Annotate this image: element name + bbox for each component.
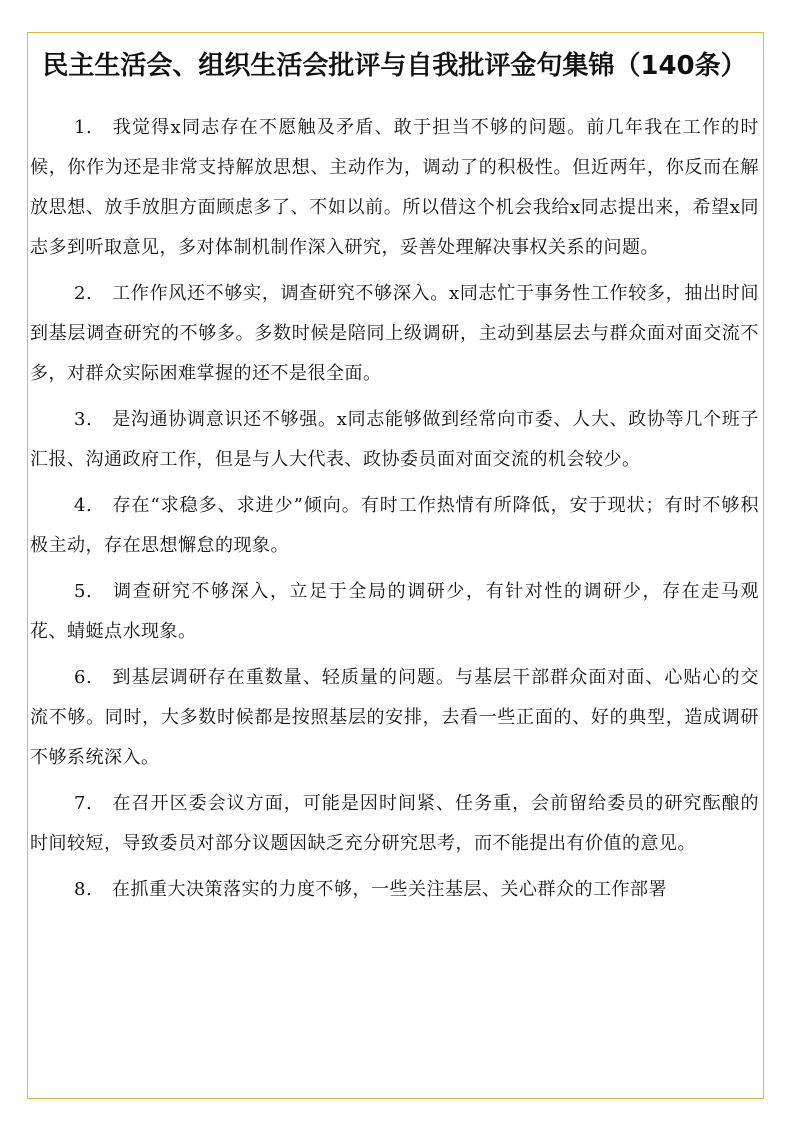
paragraph-4 xyxy=(30,486,759,566)
paragraph-number: 2. xyxy=(74,283,93,304)
paragraph-number: 4. xyxy=(74,495,93,516)
paragraph-number: 3. xyxy=(74,409,93,430)
paragraph-text: 在召开区委会议方面，可能是因时间紧、任务重，会前留给委员的研究酝酿的时间较短，导致委员对部分议题因缺乏充分研究思考，而不能提出有价值的意见。 xyxy=(30,793,759,854)
paragraph-text: 在抓重大决策落实的力度不够，一些关注基层、关心群众的工作部署 xyxy=(112,879,667,900)
paragraph-2 xyxy=(30,274,759,394)
paragraph-text: 是沟通协调意识还不够强。x同志能够做到经常向市委、人大、政协等几个班子汇报、沟通政府工作，但是与人大代表、政协委员面对面交流的机会较少。 xyxy=(30,409,759,470)
paragraph-7 xyxy=(30,784,759,864)
paragraph-1 xyxy=(30,108,759,268)
paragraph-text: 我觉得x同志存在不愿触及矛盾、敢于担当不够的问题。前几年我在工作的时候，你作为还是非常支持解放思想、主动作为，调动了的积极性。但近两年，你反而在解放思想、放手放胆方面顾虑多了、不如以前。所以借这个机会我给x同志提出来，希望x同志多到听取意见，多对体制机制作深入研究，妥善处理解决事权关系的问题。 xyxy=(30,117,759,258)
paragraph-text: 存在“求稳多、求进少”倾向。有时工作热情有所降低，安于现状；有时不够积极主动，存在思想懈怠的现象。 xyxy=(30,495,759,556)
paragraph-number: 6. xyxy=(74,667,93,688)
document-title: 民主生活会、组织生活会批评与自我批评金句集锦（140条） xyxy=(42,51,747,81)
paragraph-text: 到基层调研存在重数量、轻质量的问题。与基层干部群众面对面、心贴心的交流不够。同时，大多数时候都是按照基层的安排，去看一些正面的、好的典型，造成调研不够系统深入。 xyxy=(30,667,759,768)
paragraph-3 xyxy=(30,400,759,480)
paragraph-text: 工作作风还不够实，调查研究不够深入。x同志忙于事务性工作较多，抽出时间到基层调查研究的不够多。多数时候是陪同上级调研，主动到基层去与群众面对面交流不多，对群众实际困难掌握的还不是很全面。 xyxy=(30,283,759,384)
paragraph-5 xyxy=(30,572,759,652)
paragraph-6 xyxy=(30,658,759,778)
document-body xyxy=(30,36,759,916)
paragraph-number: 5. xyxy=(74,581,93,602)
paragraph-list xyxy=(30,108,759,910)
paragraph-number: 8. xyxy=(74,879,93,900)
paragraph-number: 1. xyxy=(74,117,93,138)
paragraph-number: 7. xyxy=(74,793,93,814)
paragraph-8 xyxy=(30,870,759,910)
paragraph-text: 调查研究不够深入，立足于全局的调研少，有针对性的调研少，存在走马观花、蜻蜓点水现象。 xyxy=(30,581,759,642)
